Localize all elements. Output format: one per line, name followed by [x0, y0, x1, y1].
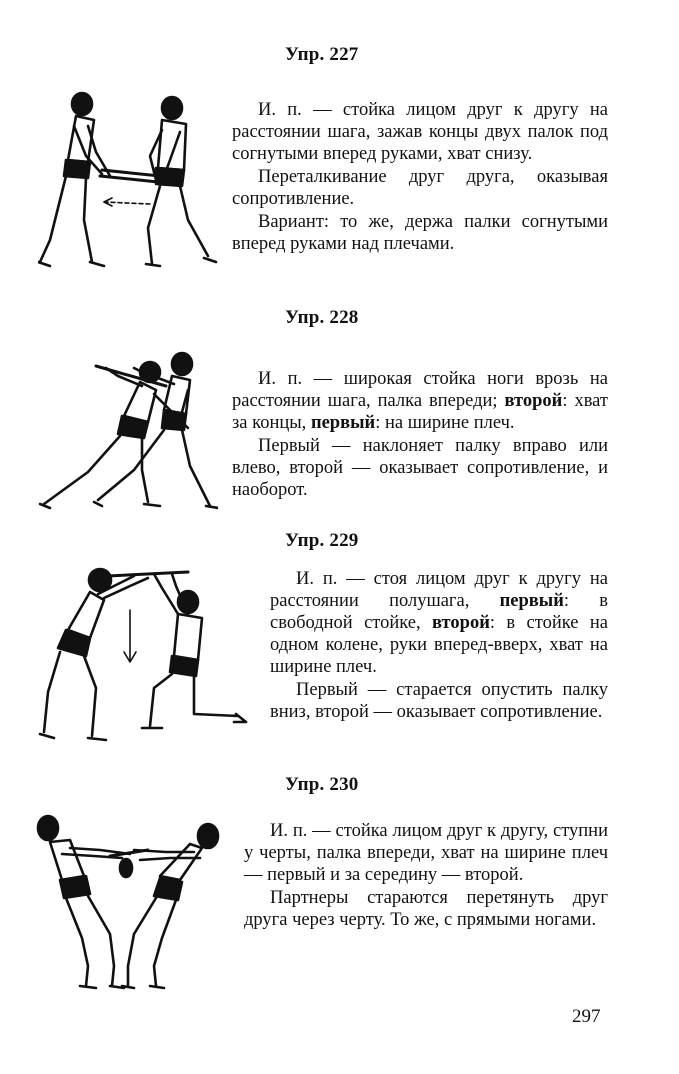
exercise-title-227: Упр. 227: [285, 44, 359, 65]
figure-exercise-230: [30, 810, 230, 992]
paragraph: Первый — наклоняет палку вправо или влево, второй — оказывает сопротивление, и наоборот.: [232, 436, 608, 500]
paragraph: Партнеры стараются перетянуть друг друга через черту. То же, с прямыми ногами.: [244, 888, 608, 930]
figure-exercise-227: [38, 90, 218, 272]
paragraph: Вариант: то же, держа палки согнутыми вперед руками над плечами.: [232, 212, 608, 254]
figure-exercise-229: [38, 564, 250, 746]
exercise-text-229: [270, 568, 608, 723]
exercise-text-230: [244, 820, 608, 931]
paragraph: И. п. — стоя лицом друг к другу на расстоянии полушага, первый: в свободной стойке, второй: в стойке на одном колене, руки вперед-вверх, хват на ширине плеч.: [270, 569, 608, 677]
paragraph: И. п. — стойка лицом друг к другу, ступни у черты, палка впереди, хват на ширине плеч — первый и за середину — второй.: [244, 821, 608, 885]
page-number: 297: [572, 1006, 601, 1027]
paragraph: И. п. — стойка лицом друг к другу на расстоянии шага, зажав концы двух палок под согнутыми вперед руками, хват снизу.: [232, 100, 608, 164]
paragraph: Переталкивание друг друга, оказывая сопротивление.: [232, 167, 608, 209]
exercise-title-229: Упр. 229: [285, 530, 359, 551]
exercise-text-227: [232, 99, 608, 255]
paragraph: И. п. — широкая стойка ноги врозь на расстоянии шага, палка впереди; второй: хват за концы, первый: на ширине плеч.: [232, 369, 609, 433]
exercise-title-230: Упр. 230: [285, 774, 359, 795]
exercise-text-228: [232, 368, 608, 501]
figure-exercise-228: [38, 350, 218, 512]
exercise-title-228: Упр. 228: [285, 307, 359, 328]
paragraph: Первый — старается опустить палку вниз, второй — оказывает сопротивление.: [270, 680, 608, 722]
